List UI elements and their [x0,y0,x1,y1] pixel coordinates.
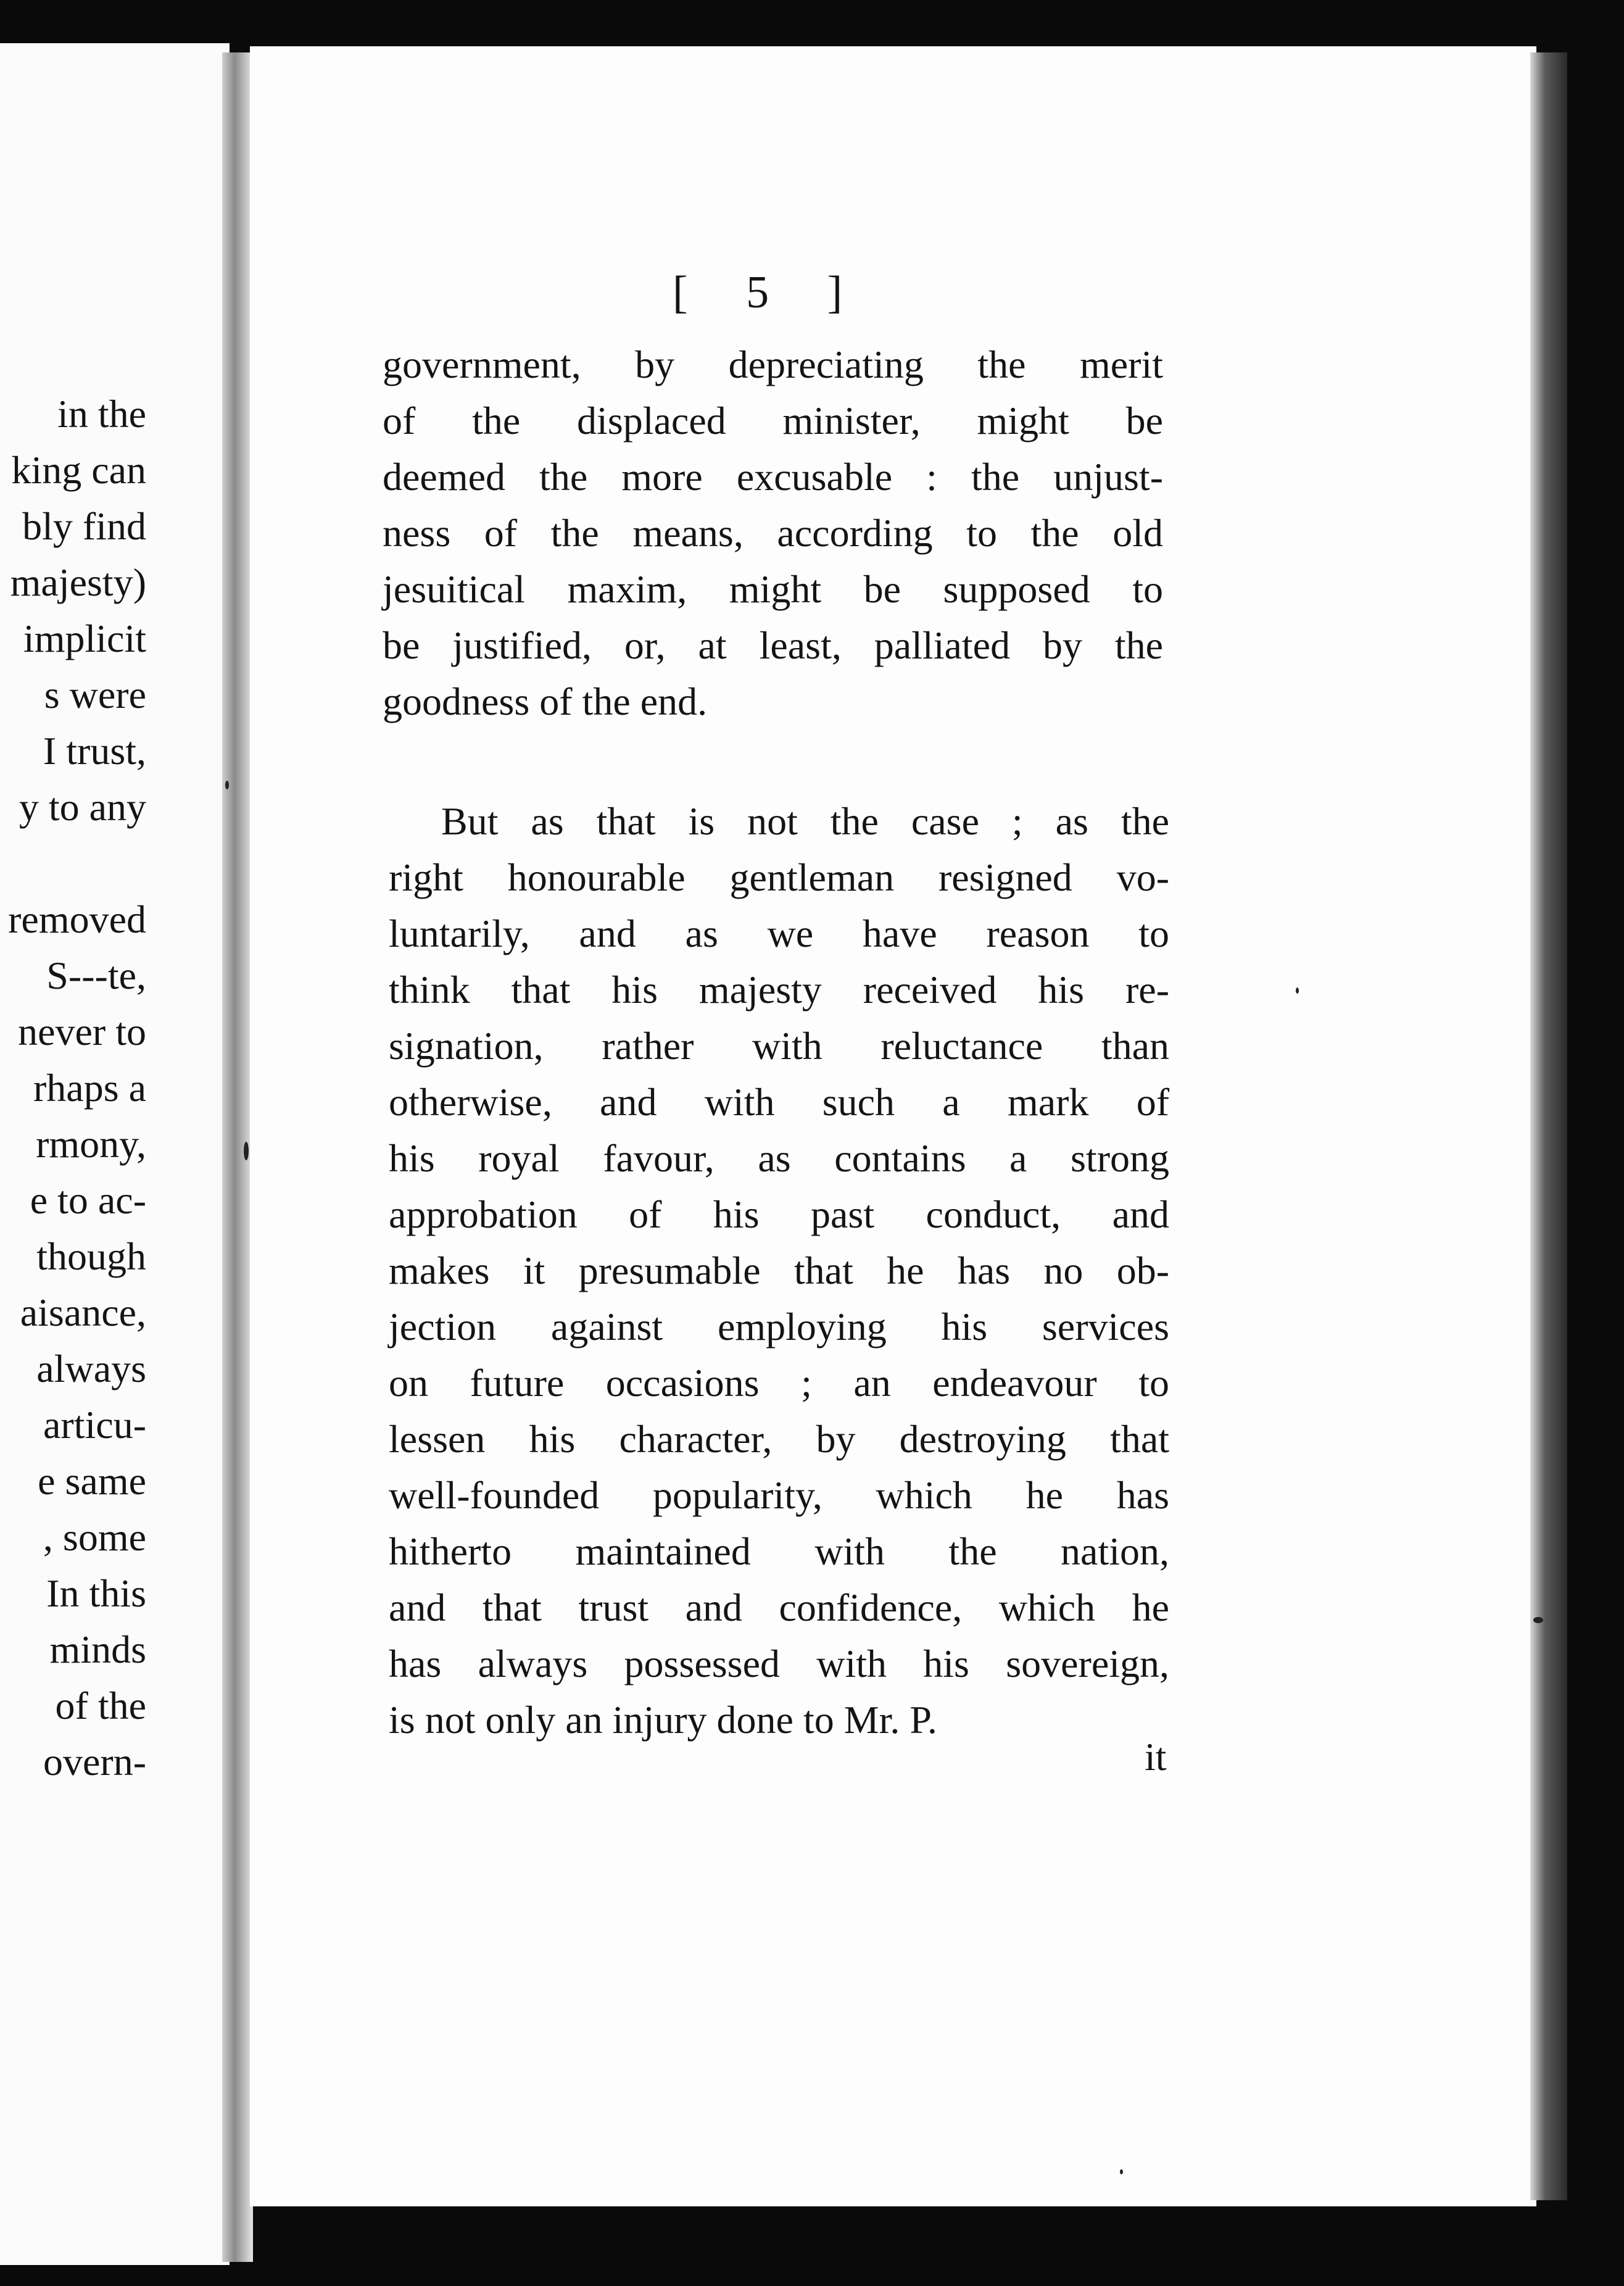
text-line: on future occasions ; an endeavour to [389,1361,1169,1405]
left-page-text [8,386,146,1790]
text-line: rmony, [36,1122,146,1166]
text-line: majesty) [10,560,146,604]
text-line: ness of the means, according to the old [383,511,1163,555]
text-line: In this [46,1571,146,1615]
catchword: it [1145,1735,1167,1779]
text-line: his royal favour, as contains a strong [389,1136,1169,1180]
text-line: S---te, [46,954,146,997]
text-line: king can [11,448,146,492]
text-line: right honourable gentleman resigned vo- [389,855,1169,899]
page-edge [1530,52,1567,2200]
text-line: never to [18,1010,146,1054]
text-line: But as that is not the case ; as the [441,799,1169,843]
text-line: and that trust and confidence, which he [389,1586,1169,1629]
page-number: [ 5 ] [673,267,866,318]
text-line: implicit [23,617,146,660]
scan-speck [1120,2169,1123,2174]
text-line: deemed the more excusable : the unjust- [383,455,1163,499]
text-line: otherwise, and with such a mark of [389,1080,1169,1124]
text-line: jection against employing his services [389,1305,1169,1349]
text-line: removed [8,897,146,941]
text-line: jesuitical maxim, might be supposed to [383,567,1163,611]
text-line: has always possessed with his sovereign, [389,1642,1169,1685]
text-line: minds [49,1627,146,1671]
text-line: lessen his character, by destroying that [389,1417,1169,1461]
text-line [8,835,146,891]
text-line: I trust, [43,729,146,773]
text-line: be justified, or, at least, palliated by the [383,623,1163,667]
text-line: think that his majesty received his re- [389,968,1169,1012]
book-gutter [222,52,253,2262]
text-line: signation, rather with reluctance than [389,1024,1169,1068]
text-line: government, by depreciating the merit [383,343,1163,386]
text-line: e same [38,1459,146,1503]
text-line: aisance, [20,1291,146,1334]
text-line: , some [43,1515,146,1559]
text-line: though [36,1234,146,1278]
text-line: is not only an injury done to Mr. P. [389,1698,937,1742]
text-line: e to ac- [30,1178,146,1222]
text-line: rhaps a [33,1066,146,1110]
text-line: overn- [43,1740,146,1784]
text-line: bly find [22,504,146,548]
text-line: of the [55,1684,146,1727]
text-line: articu- [43,1403,146,1447]
left-page [0,43,230,2265]
text-line: s were [44,673,146,717]
text-line: well-founded popularity, which he has [389,1473,1169,1517]
text-line: always [36,1347,146,1390]
text-line: luntarily, and as we have reason to [389,912,1169,955]
text-line: y to any [19,785,146,829]
scan-speck [225,781,229,789]
paragraph-2 [389,793,1169,1748]
text-line: goodness of the end. [383,680,708,723]
text-line: in the [57,392,146,436]
scan-speck [1533,1617,1543,1623]
text-line: makes it presumable that he has no ob- [389,1249,1169,1292]
text-line: hitherto maintained with the nation, [389,1529,1169,1573]
text-line: of the displaced minister, might be [383,399,1163,443]
paragraph-1 [383,336,1163,729]
scan-speck [244,1142,249,1160]
scan-speck [1296,987,1299,994]
text-line: approbation of his past conduct, and [389,1192,1169,1236]
